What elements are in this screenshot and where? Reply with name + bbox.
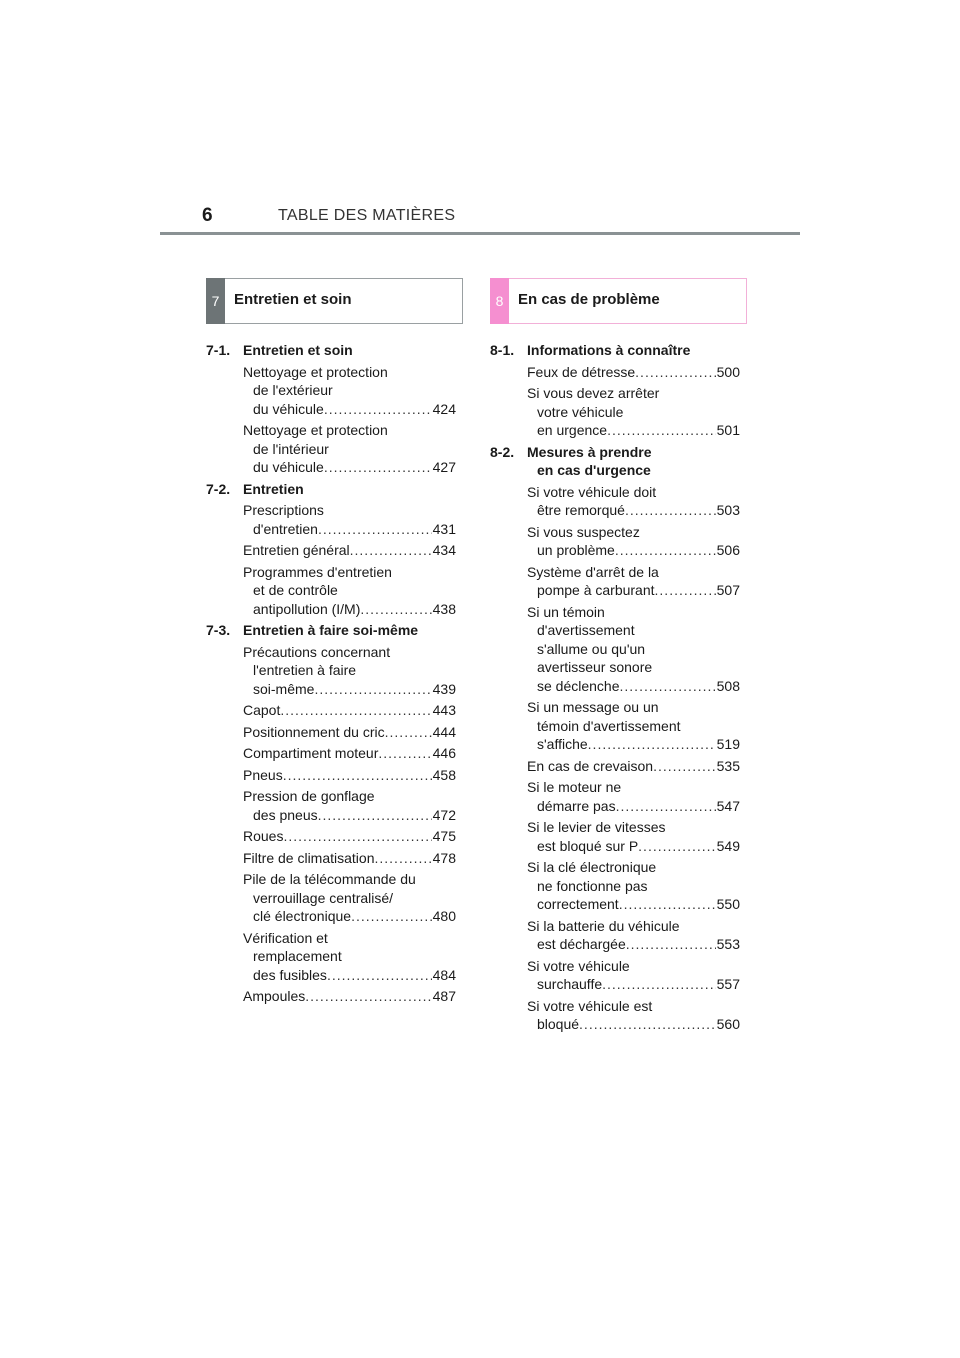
- page-ref: 557: [716, 976, 740, 992]
- toc-entry[interactable]: [206, 787, 456, 824]
- toc-entry[interactable]: [206, 701, 456, 720]
- toc-entry[interactable]: [206, 744, 456, 763]
- entry-last-row: [527, 581, 740, 600]
- entry-text-line: Système d'arrêt de la: [527, 563, 659, 580]
- chapter-8-heading: [490, 278, 747, 324]
- toc-section: [490, 443, 740, 1034]
- entry-last-row: [527, 363, 740, 382]
- page-ref: 427: [432, 459, 456, 475]
- toc-entry[interactable]: [206, 849, 456, 868]
- dot-leader: [318, 806, 432, 825]
- page-ref: 507: [716, 582, 740, 598]
- entry-text-line: Pneus: [243, 766, 283, 783]
- page-ref: 500: [716, 363, 740, 380]
- page-title: TABLE DES MATIÈRES: [278, 207, 456, 224]
- entry-last-row: [243, 520, 456, 539]
- entry-last-row: [527, 837, 740, 856]
- page-ref: 472: [432, 806, 456, 823]
- dot-leader: [625, 501, 716, 520]
- chapter-title: En cas de problème: [518, 291, 660, 308]
- dot-leader: [280, 701, 431, 720]
- entry-last-row: [243, 744, 456, 763]
- header-divider: [160, 232, 800, 235]
- dot-leader: [616, 797, 716, 816]
- toc-section: [206, 480, 456, 619]
- toc-entry[interactable]: [490, 384, 740, 440]
- entry-text-line: est bloqué sur P: [537, 837, 639, 854]
- entry-text-line: Si vous suspectez: [527, 523, 640, 540]
- entry-text-line: soi-même: [253, 680, 315, 697]
- toc-entry[interactable]: [206, 929, 456, 985]
- entry-text-line: Nettoyage et protection: [243, 363, 388, 380]
- entry-text-line: Pression de gonflage: [243, 788, 375, 804]
- entry-text-line: est déchargée: [537, 936, 626, 952]
- section-title-line: Informations à connaître: [527, 342, 691, 358]
- entry-last-row: [243, 701, 456, 720]
- entry-last-row: [243, 723, 456, 742]
- toc-entry[interactable]: [206, 363, 456, 419]
- entry-text-line: l'entretien à faire: [253, 662, 357, 678]
- entry-text-line: pompe à carburant: [537, 582, 655, 598]
- entry-last-row: [527, 757, 740, 776]
- entry-text-line: En cas de crevaison: [527, 757, 654, 774]
- entry-text-line: du véhicule: [253, 459, 324, 475]
- entry-text-line: Si votre véhicule: [527, 957, 630, 974]
- dot-leader: [350, 541, 432, 560]
- page-ref: 553: [716, 936, 740, 952]
- entry-text-line: témoin d'avertissement: [537, 717, 681, 734]
- entry-text-line: Prescriptions: [243, 502, 324, 518]
- page-ref: 484: [432, 966, 456, 983]
- page-ref: 444: [432, 723, 456, 740]
- entry-text-line: s'affiche: [537, 736, 588, 752]
- entry-text-line: ne fonctionne pas: [537, 877, 648, 894]
- entry-text-line: Entretien général: [243, 542, 350, 558]
- entry-text-line: un problème: [537, 542, 615, 558]
- page-ref: 547: [716, 797, 740, 814]
- toc-entry[interactable]: [490, 997, 740, 1034]
- dot-leader: [318, 520, 432, 539]
- entry-text-line: correctement: [537, 896, 619, 912]
- toc-entry[interactable]: [206, 541, 456, 560]
- page-ref: 458: [432, 766, 456, 783]
- dot-leader: [635, 363, 715, 382]
- entry-text-line: Si la clé électronique: [527, 859, 657, 875]
- entry-text-line: surchauffe: [537, 976, 603, 992]
- page-ref: 431: [432, 520, 456, 537]
- entry-text-line: des pneus: [253, 806, 318, 823]
- entry-last-row: [527, 797, 740, 816]
- dot-leader: [385, 723, 432, 742]
- entry-text-line: Positionnement du cric: [243, 723, 385, 740]
- entry-last-row: [527, 421, 740, 440]
- entry-text-line: Si votre véhicule doit: [527, 483, 657, 500]
- dot-leader: [360, 600, 431, 619]
- chapter-8-contents: [490, 341, 740, 1037]
- entry-last-row: [527, 895, 740, 914]
- entry-text-line: des fusibles: [253, 966, 327, 983]
- entry-text-line: s'allume ou qu'un: [537, 640, 646, 657]
- entry-text-line: Filtre de climatisation: [243, 849, 375, 866]
- chapter-7-heading: [206, 278, 463, 324]
- section-heading: [206, 480, 456, 499]
- entry-text-line: Si un message ou un: [527, 699, 659, 715]
- entry-text-line: d'avertissement: [537, 622, 635, 638]
- entry-text-line: Compartiment moteur: [243, 745, 379, 761]
- entry-last-row: [527, 677, 740, 696]
- page-ref: 478: [432, 849, 456, 866]
- entry-text-line: Précautions concernant: [243, 643, 391, 660]
- entry-last-row: [243, 849, 456, 868]
- page-ref: 434: [432, 542, 456, 558]
- entry-last-row: [243, 458, 456, 477]
- page-ref: 438: [432, 600, 456, 617]
- page-ref: 475: [432, 828, 456, 844]
- entry-text-line: Si le moteur ne: [527, 779, 622, 795]
- toc-entry[interactable]: [206, 827, 456, 846]
- entry-text-line: de l'extérieur: [253, 382, 333, 398]
- toc-entry[interactable]: [206, 766, 456, 785]
- entry-text-line: Pile de la télécommande du: [243, 871, 416, 887]
- toc-entry[interactable]: [206, 563, 456, 619]
- entry-last-row: [527, 735, 740, 754]
- dot-leader: [579, 1015, 716, 1034]
- dot-leader: [620, 677, 716, 696]
- toc-entry[interactable]: [490, 818, 740, 855]
- toc-entry[interactable]: [490, 778, 740, 815]
- entry-text-line: d'entretien: [253, 520, 318, 537]
- dot-leader: [653, 757, 716, 776]
- entry-last-row: [243, 966, 456, 985]
- page-ref: 446: [432, 745, 456, 761]
- page-ref: 439: [432, 680, 456, 697]
- entry-text-line: verrouillage centralisé/: [253, 889, 394, 906]
- dot-leader: [655, 581, 716, 600]
- dot-leader: [607, 421, 716, 440]
- toc-entry[interactable]: [490, 523, 740, 560]
- toc-entry[interactable]: [206, 501, 456, 538]
- dot-leader: [314, 680, 431, 699]
- toc-entry[interactable]: [490, 917, 740, 954]
- chapter-tab: 7: [206, 278, 225, 324]
- dot-leader: [283, 827, 431, 846]
- section-title-line: Entretien et soin: [243, 342, 353, 358]
- entry-last-row: [243, 766, 456, 785]
- section-heading: [206, 621, 456, 640]
- toc-entry[interactable]: [206, 870, 456, 926]
- page-ref: 508: [716, 677, 740, 694]
- dot-leader: [324, 458, 432, 477]
- entry-last-row: [527, 541, 740, 560]
- section-title-line: Entretien à faire soi-même: [243, 622, 419, 638]
- entry-text-line: Programmes d'entretien: [243, 563, 392, 580]
- entry-text-line: Nettoyage et protection: [243, 422, 388, 438]
- toc-section: [206, 621, 456, 1006]
- entry-text-line: Roues: [243, 828, 284, 844]
- entry-last-row: [243, 680, 456, 699]
- dot-leader: [283, 766, 432, 785]
- page-ref: 501: [716, 422, 740, 438]
- toc-entry[interactable]: [490, 363, 740, 382]
- entry-text-line: se déclenche: [537, 677, 620, 694]
- section-number: 7-2.: [206, 480, 231, 497]
- entry-text-line: clé électronique: [253, 908, 352, 924]
- toc-entry[interactable]: [490, 603, 740, 696]
- entry-last-row: [243, 806, 456, 825]
- page-number: 6: [202, 205, 213, 226]
- dot-leader: [602, 975, 716, 994]
- dot-leader: [324, 400, 432, 419]
- page-ref: 424: [432, 400, 456, 417]
- page-ref: 480: [432, 908, 456, 924]
- section-title-line: en cas d'urgence: [537, 462, 651, 478]
- section-title-line: Entretien: [243, 480, 304, 497]
- page-ref: 560: [716, 1016, 740, 1032]
- entry-text-line: Si vous devez arrêter: [527, 385, 660, 401]
- page-ref: 503: [716, 502, 740, 518]
- entry-text-line: bloqué: [537, 1016, 580, 1032]
- toc-entry[interactable]: [206, 987, 456, 1006]
- entry-last-row: [527, 1015, 740, 1034]
- toc-entry[interactable]: [490, 483, 740, 520]
- toc-entry[interactable]: [490, 698, 740, 754]
- page-ref: 549: [716, 837, 740, 854]
- page-ref: 443: [432, 702, 456, 718]
- dot-leader: [626, 935, 716, 954]
- entry-text-line: et de contrôle: [253, 582, 338, 598]
- section-heading: [490, 341, 740, 360]
- dot-leader: [615, 541, 716, 560]
- toc-entry[interactable]: [206, 723, 456, 742]
- entry-text-line: votre véhicule: [537, 403, 624, 420]
- page-ref: 506: [716, 542, 740, 558]
- dot-leader: [638, 837, 715, 856]
- toc-entry[interactable]: [490, 563, 740, 600]
- entry-text-line: être remorqué: [537, 502, 625, 518]
- toc-entry[interactable]: [206, 421, 456, 477]
- entry-last-row: [527, 935, 740, 954]
- entry-last-row: [243, 987, 456, 1006]
- section-heading: [490, 443, 740, 480]
- entry-text-line: antipollution (I/M): [253, 600, 361, 617]
- entry-text-line: avertisseur sonore: [537, 659, 653, 675]
- entry-text-line: Vérification et: [243, 929, 328, 946]
- section-number: 7-1.: [206, 342, 231, 358]
- entry-last-row: [527, 975, 740, 994]
- entry-last-row: [243, 600, 456, 619]
- section-number: 7-3.: [206, 622, 231, 638]
- entry-last-row: [243, 400, 456, 419]
- dot-leader: [375, 849, 432, 868]
- page-ref: 487: [432, 988, 456, 1004]
- entry-text-line: Feux de détresse: [527, 363, 636, 380]
- entry-text-line: de l'intérieur: [253, 440, 329, 457]
- dot-leader: [619, 895, 716, 914]
- entry-text-line: du véhicule: [253, 400, 324, 417]
- toc-section: [490, 341, 740, 440]
- section-heading: [206, 341, 456, 360]
- section-number: 8-1.: [490, 342, 515, 358]
- page-ref: 535: [716, 757, 740, 774]
- entry-text-line: Si le levier de vitesses: [527, 819, 666, 835]
- entry-last-row: [243, 907, 456, 926]
- page-ref: 519: [716, 736, 740, 752]
- entry-text-line: Ampoules: [243, 988, 306, 1004]
- entry-last-row: [243, 541, 456, 560]
- toc-entry[interactable]: [490, 858, 740, 914]
- entry-text-line: Si la batterie du véhicule: [527, 917, 680, 934]
- chapter-title: Entretien et soin: [234, 291, 352, 308]
- section-number: 8-2.: [490, 443, 515, 460]
- section-title-line: Mesures à prendre: [527, 443, 652, 460]
- dot-leader: [327, 966, 432, 985]
- toc-entry[interactable]: [490, 957, 740, 994]
- entry-text-line: en urgence: [537, 422, 608, 438]
- entry-text-line: Si votre véhicule est: [527, 997, 653, 1014]
- dot-leader: [305, 987, 431, 1006]
- chapter-tab: 8: [490, 278, 509, 324]
- entry-last-row: [527, 501, 740, 520]
- toc-section: [206, 341, 456, 477]
- dot-leader: [351, 907, 432, 926]
- page-ref: 550: [716, 896, 740, 912]
- dot-leader: [378, 744, 431, 763]
- chapter-7-contents: [206, 341, 456, 1009]
- toc-entry[interactable]: [490, 757, 740, 776]
- entry-text-line: Capot: [243, 702, 281, 718]
- entry-text-line: démarre pas: [537, 797, 616, 814]
- entry-last-row: [243, 827, 456, 846]
- toc-entry[interactable]: [206, 643, 456, 699]
- dot-leader: [588, 735, 716, 754]
- entry-text-line: Si un témoin: [527, 603, 605, 620]
- entry-text-line: remplacement: [253, 948, 342, 964]
- page-header: [160, 205, 800, 233]
